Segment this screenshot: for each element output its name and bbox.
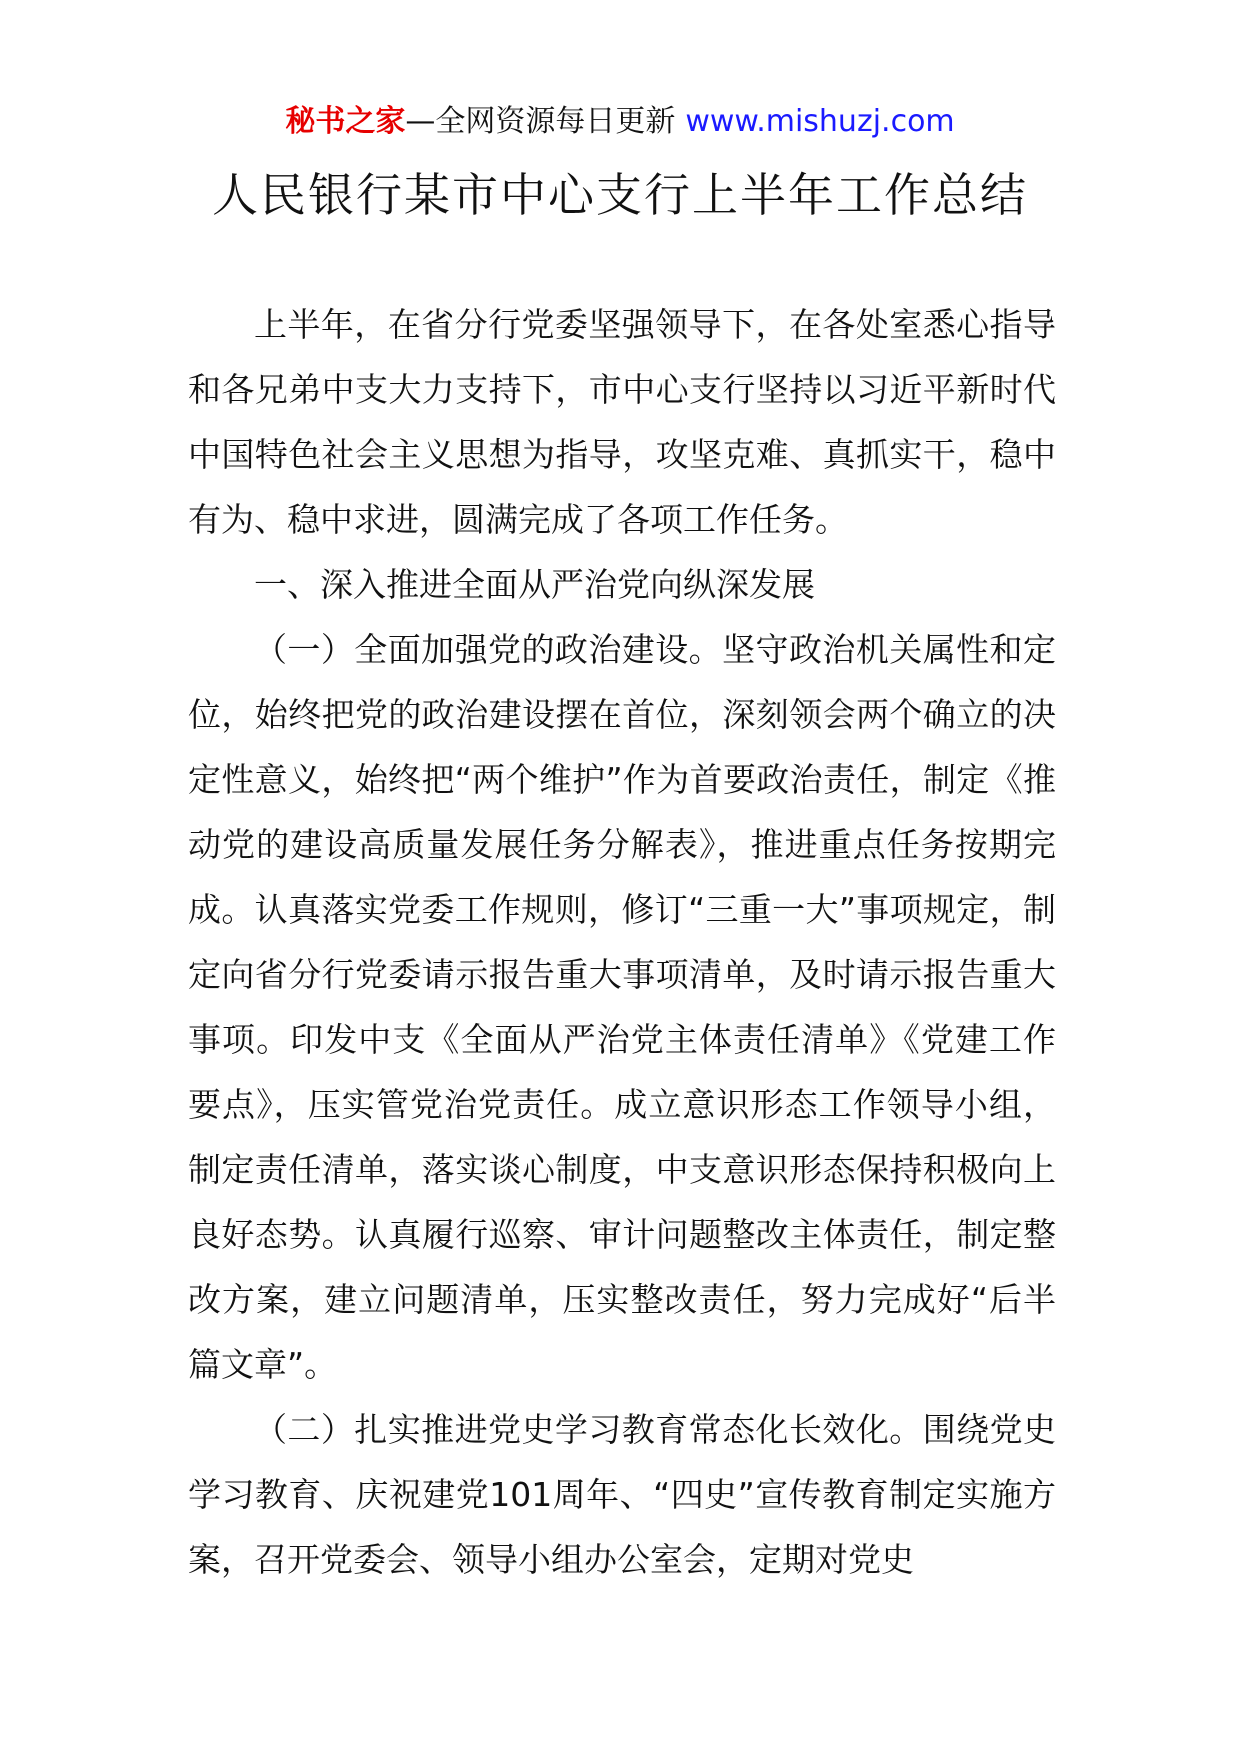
brand-name: 秘书之家 bbox=[285, 104, 406, 139]
site-header bbox=[0, 100, 1240, 144]
section-heading-1: 一、深入推进全面从严治党向纵深发展 bbox=[254, 565, 815, 604]
document-title: 人民银行某市中心支行上半年工作总结 bbox=[212, 168, 1028, 222]
site-url-link[interactable]: www.mishuzj.com bbox=[685, 104, 955, 139]
document-body bbox=[188, 292, 1056, 1592]
header-tagline: —全网资源每日更新 bbox=[405, 104, 676, 139]
paragraph-party-history: （二）扎实推进党史学习教育常态化长效化。围绕党史学习教育、庆祝建党101周年、“四史”宣传教育制定实施方案，召开党委会、领导小组办公室会，定期对党史 bbox=[188, 1410, 1056, 1579]
paragraph-political-building: （一）全面加强党的政治建设。坚守政治机关属性和定位，始终把党的政治建设摆在首位，深刻领会两个确立的决定性意义，始终把“两个维护”作为首要政治责任，制定《推动党的建设高质量发展任务分解表》，推进重点任务按期完成。认真落实党委工作规则，修订“三重一大”事项规定，制定向省分行党委请示报告重大事项清单，及时请示报告重大事项。印发中支《全面从严治党主体责任清单》《党建工作要点》，压实管党治党责任。成立意识形态工作领导小组，制定责任清单，落实谈心制度，中支意识形态保持积极向上良好态势。认真履行巡察、审计问题整改主体责任，制定整改方案，建立问题清单，压实整改责任，努力完成好“后半篇文章”。 bbox=[188, 630, 1056, 1384]
paragraph-intro: 上半年，在省分行党委坚强领导下，在各处室悉心指导和各兄弟中支大力支持下，市中心支行坚持以习近平新时代中国特色社会主义思想为指导，攻坚克难、真抓实干，稳中有为、稳中求进，圆满完成了各项工作任务。 bbox=[188, 305, 1056, 539]
